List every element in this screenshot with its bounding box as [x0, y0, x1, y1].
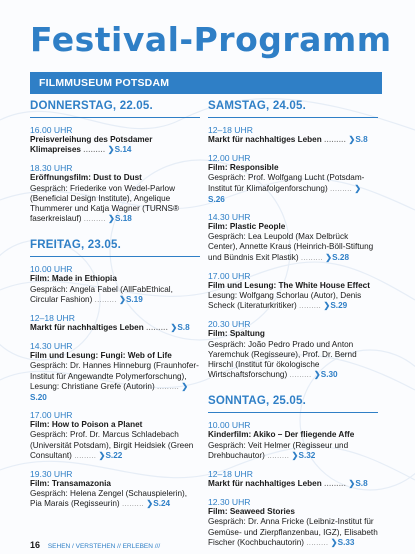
page-reference-label: S.20: [30, 393, 47, 403]
leader-dots: .........: [71, 452, 97, 460]
event-description: [208, 517, 378, 549]
event-description-text: Gespräch: Dr. Anna Fricke (Leibniz-Institut für Gemüse- und Zierpflanzenbau, IGZ), Elisabeth Fischer (Kochbuchautorin): [208, 517, 378, 547]
event-title-text: Markt für nachhaltiges Leben: [208, 135, 322, 144]
right-column: [208, 100, 378, 549]
event-title-text: Film: Responsible: [208, 163, 279, 173]
leader-dots: .........: [321, 137, 347, 144]
event-title: [30, 479, 200, 489]
page-reference[interactable]: [265, 451, 315, 460]
program-event: [30, 163, 200, 225]
page-reference-label: S.26: [208, 194, 225, 204]
page-reference[interactable]: [287, 370, 337, 379]
event-description-text: Gespräch: Friederike von Wedel-Parlow (Beneficial Design Institute), Angelique Thummerer und Katja Wagner (TURNS® faserkreislauf): [30, 183, 180, 224]
program-event: [30, 125, 200, 156]
event-title-text: Markt für nachhaltiges Leben: [30, 323, 144, 333]
event-description: [208, 291, 378, 312]
event-time: 12–18 UHR: [30, 313, 75, 324]
event-description: [30, 489, 200, 510]
day-heading: SONNTAG, 25.05.: [208, 395, 378, 413]
chevron-right-icon: ❯: [168, 323, 178, 333]
event-time: 14.30 UHR: [30, 341, 73, 352]
program-event: [208, 319, 378, 381]
event-title: [30, 274, 200, 284]
page-reference-label: S.14: [114, 145, 132, 155]
event-description-text: Gespräch: Angela Fabel (AllFabEthical, Circular Fashion): [30, 284, 173, 304]
leader-dots: .........: [80, 147, 106, 155]
page-reference-label: S.29: [330, 301, 348, 311]
event-description-text: Gespräch: João Pedro Prado und Anton Yaremchuk (Regisseure), Prof. Dr. Bernd Hirschl (Institut für ökologische Wirtschaftsforschung): [208, 339, 357, 380]
leader-dots: .........: [264, 452, 290, 460]
event-time: 16.00 UHR: [30, 125, 73, 135]
page-reference[interactable]: [304, 538, 354, 547]
event-description: [30, 184, 200, 226]
event-title-text: Film und Lesung: The White House Effect: [208, 280, 370, 290]
event-description: [208, 173, 378, 205]
chevron-right-icon: ❯: [346, 135, 356, 144]
event-title-text: Film: Plastic People: [208, 222, 286, 232]
event-title-text: Film und Lesung: Fungi: Web of Life: [30, 351, 172, 361]
event-title: [30, 323, 200, 334]
page-reference-label: S.22: [105, 450, 123, 460]
left-column: [30, 100, 200, 511]
leader-dots: .........: [287, 372, 312, 380]
page-number: 16: [30, 540, 41, 550]
event-time: 12.30 UHR: [208, 497, 251, 508]
page-reference[interactable]: [72, 451, 122, 460]
chevron-right-icon: ❯: [96, 450, 106, 460]
page-reference-label: S.28: [332, 252, 349, 262]
program-event: [30, 264, 200, 306]
leader-dots: .........: [321, 481, 347, 489]
event-description: [208, 232, 378, 264]
chevron-right-icon: ❯: [144, 499, 154, 509]
event-title-text: Film: Spaltung: [208, 329, 265, 339]
program-event: [208, 469, 378, 490]
event-title: [208, 163, 378, 173]
page-footer: [30, 540, 160, 550]
program-event: [208, 271, 378, 313]
chevron-right-icon: ❯: [116, 294, 126, 304]
leader-dots: .........: [92, 296, 117, 304]
event-description-text: Gespräch: Lea Leupold (Max Delbrück Center), Annette Kraus (Heinrich-Böll-Stiftung und Bündnis Exit Plastik): [208, 232, 374, 262]
event-time: 12–18 UHR: [208, 125, 253, 135]
event-time: 18.30 UHR: [30, 163, 73, 174]
leader-dots: .........: [296, 303, 322, 311]
event-description: [208, 340, 378, 382]
chevron-right-icon: ❯: [179, 381, 189, 391]
event-description-text: Lesung: Wolfgang Schorlau (Autor), Denis Scheck (Literaturkritiker): [208, 291, 362, 311]
chevron-right-icon: ❯: [105, 145, 115, 155]
page-reference-label: S.33: [337, 537, 355, 547]
event-description-text: Gespräch: Veit Helmer (Regisseur und Drehbuchautor): [208, 440, 349, 460]
event-title-text: Film: Seaweed Stories: [208, 507, 295, 517]
event-title: [30, 420, 200, 430]
event-time: 20.30 UHR: [208, 319, 251, 330]
chevron-right-icon: ❯: [346, 479, 356, 489]
venue-banner: FILMMUSEUM POTSDAM: [30, 72, 382, 94]
program-event: [208, 153, 378, 205]
day-heading: DONNERSTAG, 22.05.: [30, 100, 200, 118]
event-description-text: Gespräch: Helena Zengel (Schauspielerin), Pia Marais (Regisseurin): [30, 489, 188, 509]
day-heading: FREITAG, 23.05.: [30, 239, 200, 257]
event-title: [208, 135, 378, 146]
page-reference[interactable]: [120, 499, 170, 508]
footer-tagline: SEHEN / VERSTEHEN // ERLEBEN ///: [47, 543, 161, 550]
page-reference[interactable]: [299, 253, 349, 262]
leader-dots: .........: [81, 216, 106, 224]
program-event: [30, 313, 200, 334]
event-title: [30, 135, 200, 156]
event-title: [208, 222, 378, 232]
event-title: [208, 507, 378, 517]
page-reference-label: S.24: [153, 499, 171, 509]
event-description: [30, 285, 200, 306]
event-title-text: Kinderfilm: Akiko – Der fliegende Affe: [208, 430, 355, 440]
chevron-right-icon: ❯: [323, 252, 333, 262]
event-title-text: Film: Made in Ethiopia: [30, 274, 117, 284]
event-title: [30, 351, 200, 361]
event-title: [30, 173, 200, 183]
page-reference-label: S.8: [177, 323, 190, 333]
day-heading: SAMSTAG, 24.05.: [208, 100, 378, 118]
event-title-text: Film: How to Poison a Planet: [30, 420, 143, 430]
event-title: [208, 281, 378, 291]
chevron-right-icon: ❯: [289, 450, 299, 460]
page-reference-label: S.32: [298, 450, 316, 460]
event-time: 17.00 UHR: [208, 270, 251, 281]
program-event: [30, 410, 200, 462]
event-title: [208, 329, 378, 339]
leader-dots: .........: [154, 383, 180, 391]
program-event: [208, 212, 378, 264]
event-time: 19.30 UHR: [30, 469, 73, 480]
chevron-right-icon: ❯: [321, 301, 331, 311]
event-title: [208, 479, 378, 490]
leader-dots: .........: [304, 539, 329, 547]
page-reference[interactable]: [322, 135, 368, 144]
event-description-text: Gespräch: Prof. Dr. Marcus Schladebach (Universität Potsdam), Birgit Heidsiek (Green Consultant): [30, 430, 194, 460]
event-title-text: Eröffnungsfilm: Dust to Dust: [30, 173, 142, 183]
chevron-right-icon: ❯: [311, 370, 321, 380]
event-title-text: Preisverleihung des Potsdamer Klimapreises: [30, 135, 153, 155]
chevron-right-icon: ❯: [352, 183, 362, 193]
event-description: [30, 430, 200, 462]
page-title: Festival-Programm: [30, 20, 392, 59]
page-reference-label: S.19: [125, 294, 143, 304]
page-reference[interactable]: [144, 323, 190, 332]
event-time: 10.00 UHR: [208, 420, 251, 431]
page-reference[interactable]: [297, 301, 347, 310]
page-reference[interactable]: [81, 214, 131, 223]
page-reference[interactable]: [322, 479, 368, 488]
event-time: 12–18 UHR: [208, 469, 253, 480]
leader-dots: .........: [143, 325, 169, 333]
event-time: 17.00 UHR: [30, 410, 73, 421]
program-event: [30, 341, 200, 403]
event-description: [30, 361, 200, 403]
leader-dots: .........: [298, 254, 324, 262]
event-title-text: Film: Transamazonia: [30, 479, 111, 489]
event-time: 10.00 UHR: [30, 264, 73, 275]
event-title: [208, 430, 378, 440]
page-reference-label: S.18: [115, 214, 132, 224]
program-event: [208, 420, 378, 462]
page-reference-label: S.30: [320, 370, 338, 380]
chevron-right-icon: ❯: [105, 214, 116, 224]
chevron-right-icon: ❯: [328, 537, 338, 547]
program-event: [30, 469, 200, 511]
event-description-text: Gespräch: Prof. Wolfgang Lucht (Potsdam-Institut für Klimafolgenforschung): [208, 173, 365, 193]
event-description-text: Gespräch: Dr. Hannes Hinneburg (Fraunhofer-Institut für Angewandte Polymerforschung), Lesung: Christiane Grefe (Autorin): [30, 361, 199, 391]
page-reference[interactable]: [81, 145, 131, 154]
page-reference-label: S.8: [355, 135, 368, 144]
leader-dots: .........: [119, 501, 145, 509]
page-reference-label: S.8: [355, 479, 368, 489]
program-event: [208, 497, 378, 549]
event-time: 14.30 UHR: [208, 212, 251, 223]
event-title-text: Markt für nachhaltiges Leben: [208, 479, 322, 489]
program-event: [208, 125, 378, 146]
page-reference[interactable]: [92, 295, 142, 304]
leader-dots: .........: [327, 185, 353, 193]
event-time: 12.00 UHR: [208, 153, 251, 164]
event-description: [208, 441, 378, 462]
